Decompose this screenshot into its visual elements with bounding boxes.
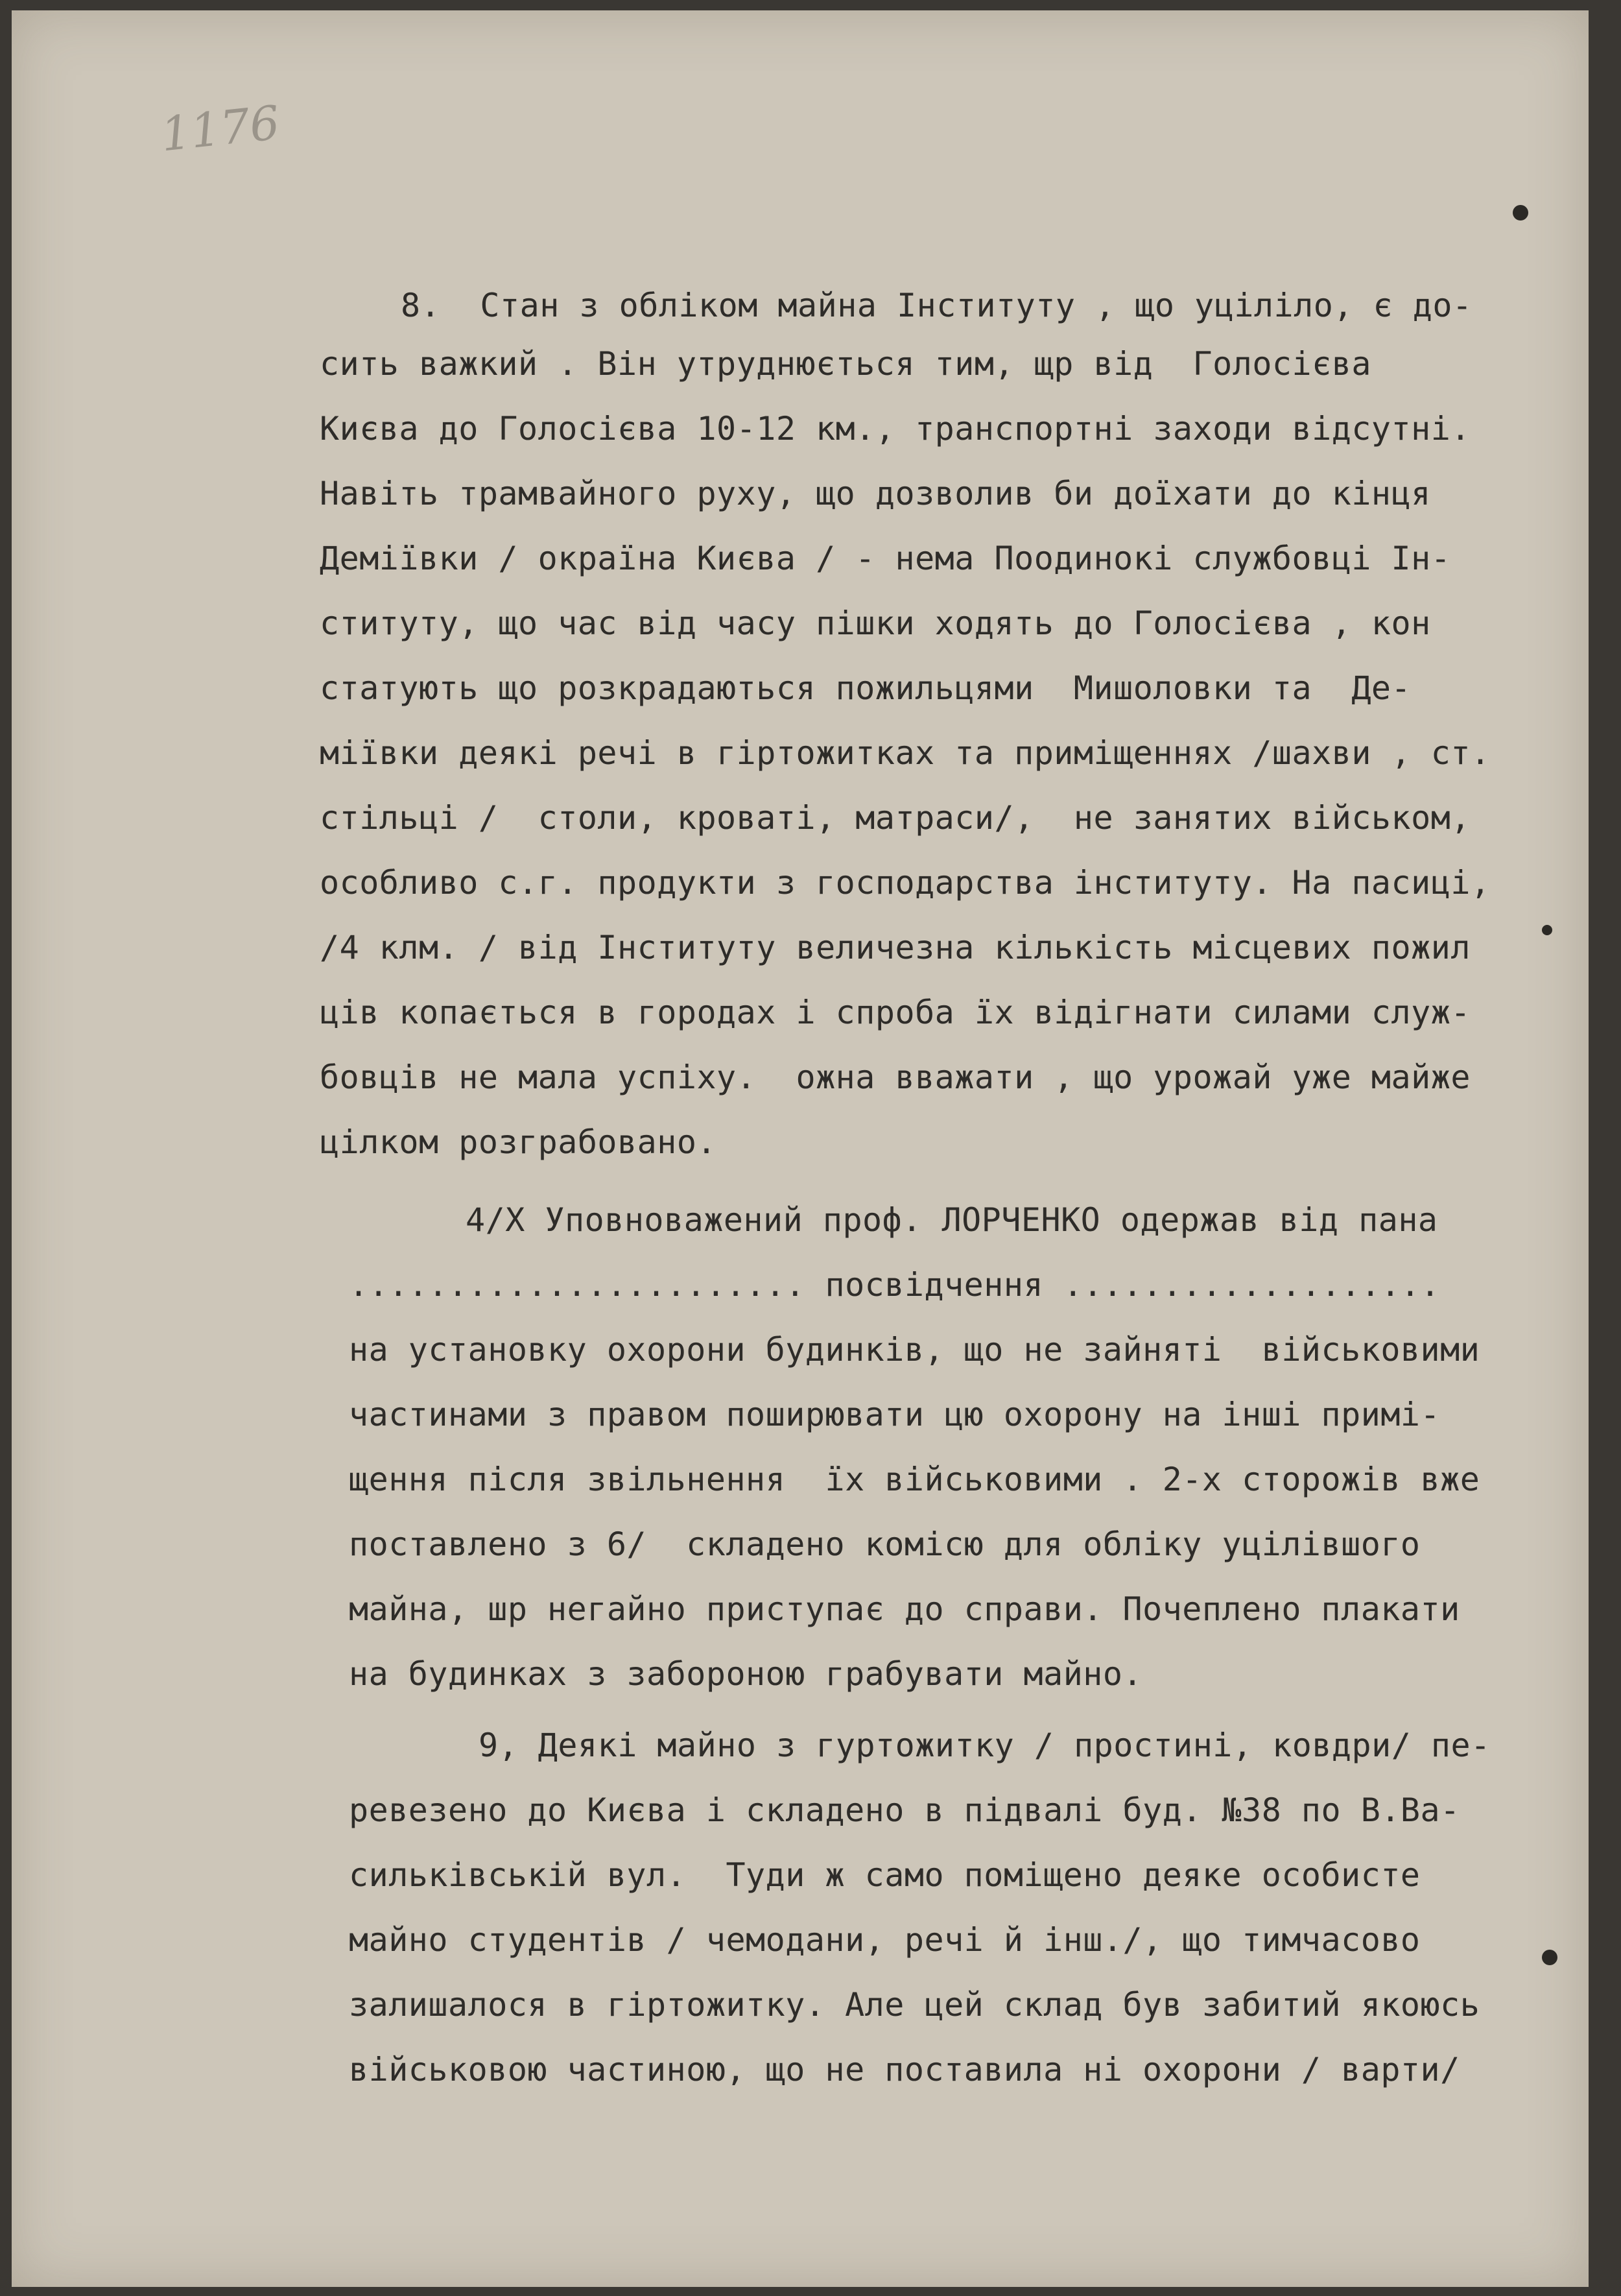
text-line: /4 клм. / від Інституту величезна кількість місцевих пожил <box>320 929 1471 966</box>
text-line: 8. Стан з обліком майна Інституту , що уціліло, є до- <box>401 287 1473 324</box>
text-line: майно студентів / чемодани, речі й інш./, що тимчасово <box>349 1921 1421 1959</box>
text-line: військовою частиною, що не поставила ні охорони / варти/ <box>349 2051 1460 2088</box>
text-line: 4/Х Уповноважений проф. ЛОРЧЕНКО одержав від пана <box>466 1201 1438 1239</box>
text-line: на будинках з забороною грабувати майно. <box>349 1655 1143 1693</box>
document-page <box>12 10 1589 2287</box>
text-line: бовців не мала успіху. ожна вважати , що урожай уже майже <box>320 1058 1471 1096</box>
binding-hole <box>1542 1950 1557 1965</box>
archive-number: 1176 <box>158 95 283 162</box>
text-line: Києва до Голосієва 10-12 км., транспортні заходи відсутні. <box>320 410 1471 448</box>
text-line: Навіть трамвайного руху, що дозволив би доїхати до кінця <box>320 475 1431 512</box>
binding-hole <box>1513 205 1528 221</box>
text-line: ституту, що час від часу пішки ходять до Голосієва , кон <box>320 604 1431 642</box>
text-line: ців копається в городах і спроба їх відігнати силами служ- <box>320 994 1471 1031</box>
text-line: 9, Деякі майно з гуртожитку / простині, ковдри/ пе- <box>479 1727 1491 1764</box>
text-line: статують що розкрадаються пожильцями Мишоловки та Де- <box>320 669 1412 707</box>
text-line: сить важкий . Він утруднюється тим, щр від Голосієва <box>320 345 1371 383</box>
text-line: сильківській вул. Туди ж само поміщено деяке особисте <box>349 1856 1421 1894</box>
text-line: ревезено до Києва і складено в підвалі буд. №38 по В.Ва- <box>349 1791 1460 1829</box>
text-line: міївки деякі речі в гіртожитках та приміщеннях /шахви , ст. <box>320 734 1491 772</box>
binding-hole <box>1542 925 1552 935</box>
text-line: майна, шр негайно приступає до справи. Почеплено плакати <box>349 1590 1460 1628</box>
text-line: цілком розграбовано. <box>320 1123 717 1161</box>
text-line: стільці / столи, кровaті, матраси/, не занятих військом, <box>320 799 1471 837</box>
text-line: особливо с.г. продукти з господарства інституту. На пасиці, <box>320 864 1491 902</box>
text-line: ....................... посвідчення ................... <box>349 1266 1441 1304</box>
text-line: щення після звільнення їх військовими . 2-х сторожів вже <box>349 1461 1480 1498</box>
text-line: поставлено з 6/ складено комісю для обліку уцілівшого <box>349 1525 1421 1563</box>
text-line: частинами з правом поширювати цю охорону на інші примі- <box>349 1396 1441 1433</box>
text-line: залишалося в гіртожитку. Але цей склад був забитий якоюсь <box>349 1986 1480 2024</box>
text-line: Деміївки / окраїна Києва / - нема Поодинокі службовці Ін- <box>320 540 1451 577</box>
text-line: на установку охорони будинків, що не зайняті військовими <box>349 1331 1480 1369</box>
